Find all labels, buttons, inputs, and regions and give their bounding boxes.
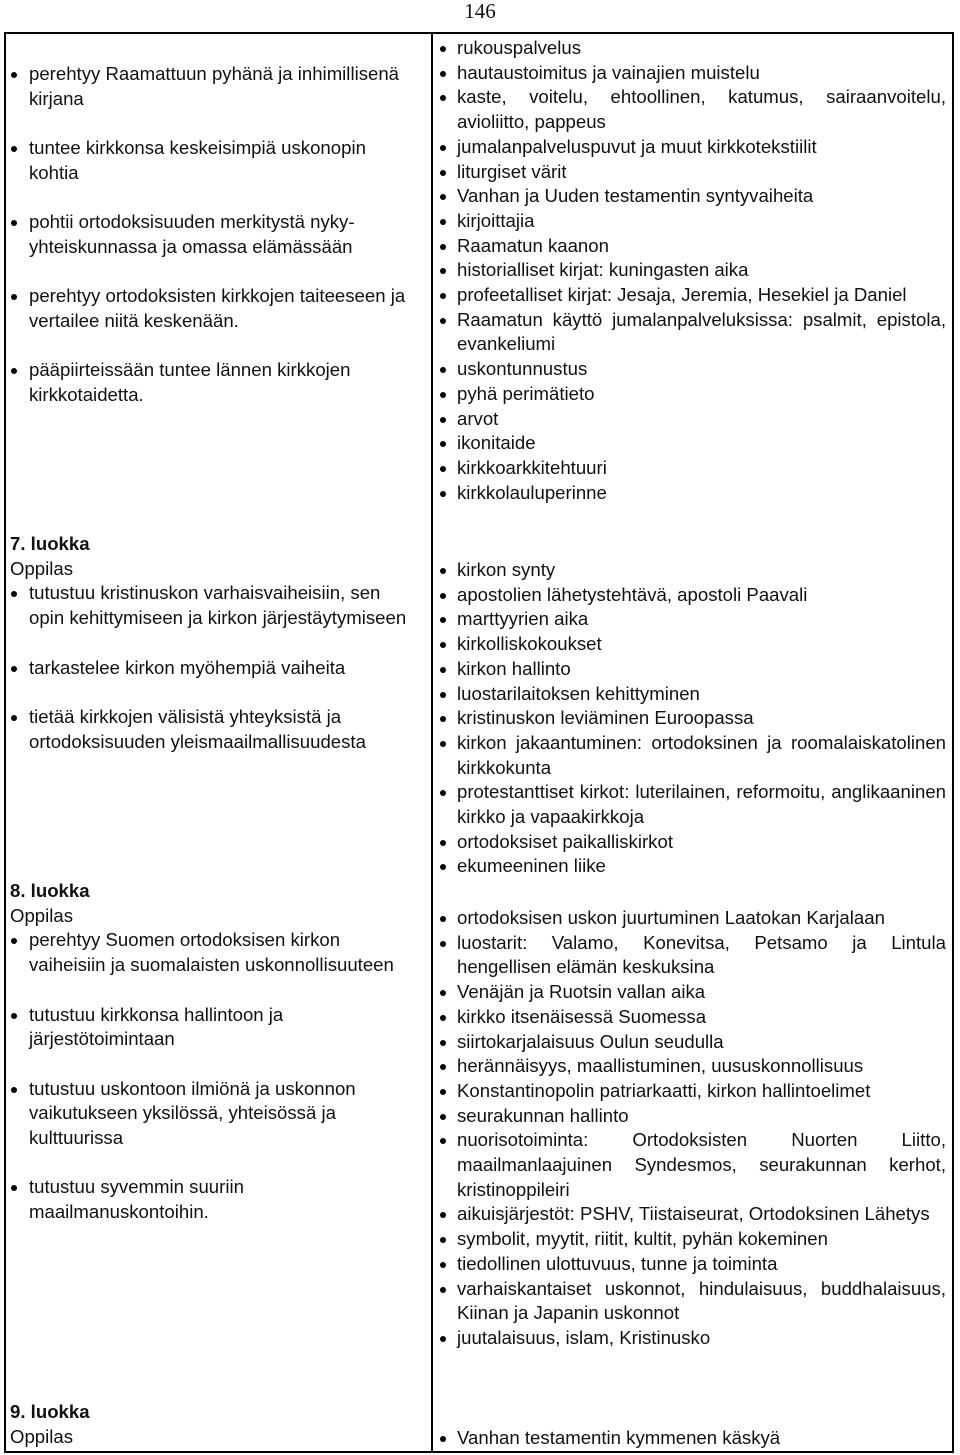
list-item: uskontunnustus <box>438 357 946 382</box>
list-item: perehtyy Suomen ortodoksisen kirkon vaiheisiin ja suomalaisten uskonnollisuuteen <box>10 928 419 977</box>
list-item: tiedollinen ulottuvuus, tunne ja toiminta <box>438 1252 946 1277</box>
grade7-section <box>10 532 419 754</box>
right-block-2 <box>438 558 946 879</box>
list-item: kirkon jakaantuminen: ortodoksinen ja roomalaiskatolinen kirkkokunta <box>438 731 946 780</box>
list-item: rukouspalvelus <box>438 36 946 61</box>
list-item: marttyyrien aika <box>438 607 946 632</box>
list-item: Raamatun käyttö jumalanpalveluksissa: psalmit, epistola, evankeliumi <box>438 308 946 357</box>
grade7-heading: 7. luokka <box>10 533 90 554</box>
right-block-3 <box>438 906 946 1351</box>
list-item: kristinuskon leviäminen Euroopassa <box>438 706 946 731</box>
list-item: juutalaisuus, islam, Kristinusko <box>438 1326 946 1351</box>
page-number: 146 <box>464 0 496 23</box>
list-item: tutustuu kristinuskon varhaisvaiheisiin, sen opin kehittymiseen ja kirkon järjestäytymiseen <box>10 581 419 630</box>
list-item: kirkkolauluperinne <box>438 481 946 506</box>
list-item: nuorisotoiminta: Ortodoksisten Nuorten Liitto, maailmanlaajuinen Syndesmos, seurakunnan kerhot, kristinoppileiri <box>438 1128 946 1202</box>
list-item: pyhä perimätieto <box>438 382 946 407</box>
list-item: apostolien lähetystehtävä, apostoli Paavali <box>438 583 946 608</box>
list-item: arvot <box>438 407 946 432</box>
list-item: kirkon hallinto <box>438 657 946 682</box>
right-block-4 <box>438 1426 946 1451</box>
list-item: hautaustoimitus ja vainajien muistelu <box>438 61 946 86</box>
list-item: Vanhan ja Uuden testamentin syntyvaiheita <box>438 184 946 209</box>
list-item: herännäisyys, maallistuminen, uususkonnollisuus <box>438 1054 946 1079</box>
list-item: perehtyy ortodoksisten kirkkojen taiteeseen ja vertailee niitä keskenään. <box>10 284 419 333</box>
list-item: pohtii ortodoksisuuden merkitystä nyky-yhteiskunnassa ja omassa elämässään <box>10 210 419 259</box>
list-item: tarkastelee kirkon myöhempiä vaiheita <box>10 656 419 681</box>
list-item: kirkko itsenäisessä Suomessa <box>438 1005 946 1030</box>
grade8-heading: 8. luokka <box>10 880 90 901</box>
list-item: ekumeeninen liike <box>438 854 946 879</box>
list-item: kirkon synty <box>438 558 946 583</box>
list-item: symbolit, myytit, riitit, kultit, pyhän kokeminen <box>438 1227 946 1252</box>
list-item: tutustuu syvemmin suuriin maailmanuskontoihin. <box>10 1175 419 1224</box>
list-item: liturgiset värit <box>438 160 946 185</box>
list-item: tutustuu uskontoon ilmiönä ja uskonnon vaikutukseen yksilössä, yhteisössä ja kulttuurissa <box>10 1077 419 1151</box>
grade7-subheading: Oppilas <box>10 557 74 579</box>
list-item: ortodoksiset paikalliskirkot <box>438 830 946 855</box>
list-item: tietää kirkkojen välisistä yhteyksistä ja ortodoksisuuden yleismaailmallisuudesta <box>10 705 419 754</box>
right-block-1 <box>438 36 946 505</box>
list-item: Vanhan testamentin kymmenen käskyä <box>438 1426 946 1451</box>
list-item: tutustuu kirkkonsa hallintoon ja järjestötoimintaan <box>10 1003 419 1052</box>
list-item: Venäjän ja Ruotsin vallan aika <box>438 980 946 1005</box>
list-item: ortodoksisen uskon juurtuminen Laatokan Karjalaan <box>438 906 946 931</box>
list-item: kirjoittajia <box>438 209 946 234</box>
grade8-section <box>10 879 419 1225</box>
grade8-subheading: Oppilas <box>10 904 74 926</box>
list-item: varhaiskantaiset uskonnot, hindulaisuus, buddhalaisuus, Kiinan ja Japanin uskonnot <box>438 1277 946 1326</box>
list-item: seurakunnan hallinto <box>438 1104 946 1129</box>
list-item: ikonitaide <box>438 431 946 456</box>
list-item: siirtokarjalaisuus Oulun seudulla <box>438 1030 946 1055</box>
list-item: pääpiirteissään tuntee lännen kirkkojen kirkkotaidetta. <box>10 358 419 407</box>
list-item: aikuisjärjestöt: PSHV, Tiistaiseurat, Ortodoksinen Lähetys <box>438 1202 946 1227</box>
list-item: kirkkoarkkitehtuuri <box>438 456 946 481</box>
list-item: perehtyy Raamattuun pyhänä ja inhimillisenä kirjana <box>10 62 419 111</box>
grade9-heading: 9. luokka <box>10 1401 90 1422</box>
grade9-subheading: Oppilas <box>10 1425 74 1447</box>
list-item: profeetalliset kirjat: Jesaja, Jeremia, Hesekiel ja Daniel <box>438 283 946 308</box>
list-item: Konstantinopolin patriarkaatti, kirkon hallintoelimet <box>438 1079 946 1104</box>
left-intro-list <box>10 62 419 408</box>
list-item: jumalanpalveluspuvut ja muut kirkkotekstiilit <box>438 135 946 160</box>
list-item: luostarilaitoksen kehittyminen <box>438 682 946 707</box>
list-item: Raamatun kaanon <box>438 234 946 259</box>
list-item: historialliset kirjat: kuningasten aika <box>438 258 946 283</box>
list-item: luostarit: Valamo, Konevitsa, Petsamo ja Lintula hengellisen elämän keskuksina <box>438 931 946 980</box>
list-item: tuntee kirkkonsa keskeisimpiä uskonopin kohtia <box>10 136 419 185</box>
list-item: kaste, voitelu, ehtoollinen, katumus, sairaanvoitelu, avioliitto, pappeus <box>438 85 946 134</box>
list-item: kirkolliskokoukset <box>438 632 946 657</box>
grade9-section <box>10 1400 419 1449</box>
list-item: protestanttiset kirkot: luterilainen, reformoitu, anglikaaninen kirkko ja vapaakirkkoja <box>438 780 946 829</box>
column-divider <box>431 34 433 1451</box>
